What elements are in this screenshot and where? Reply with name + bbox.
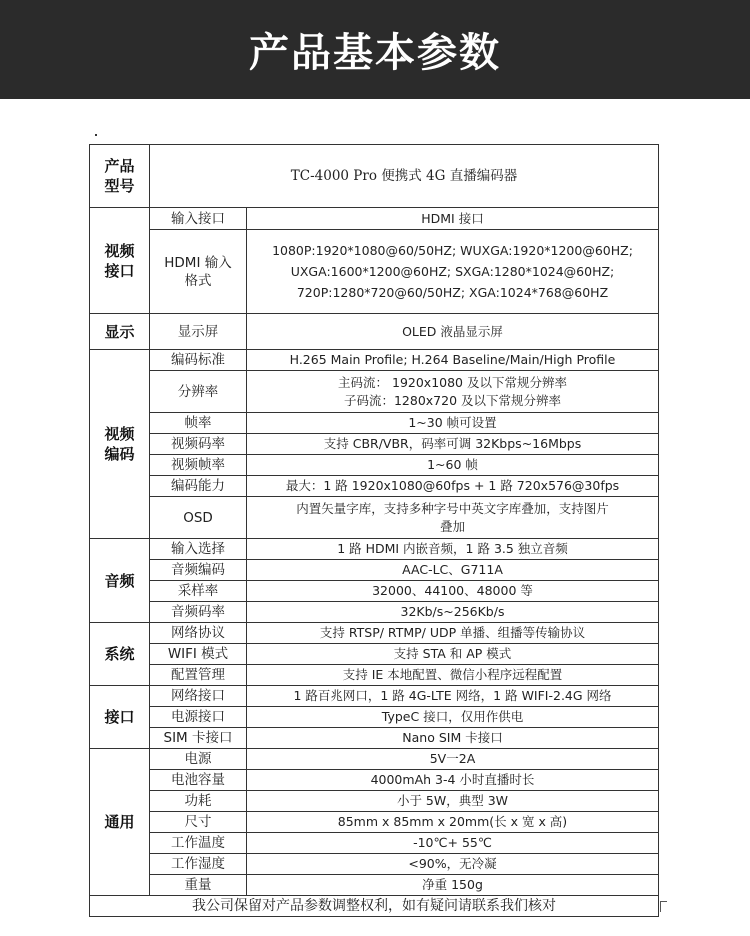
product-model-value: TC-4000 Pro 便携式 4G 直播编码器 (150, 145, 659, 208)
param-value: -10℃+ 55℃ (247, 833, 659, 854)
param-value: <90%，无冷凝 (247, 854, 659, 875)
param-name: 采样率 (150, 581, 247, 602)
table-row (90, 770, 659, 791)
param-value: 85mm x 85mm x 20mm(长 x 宽 x 高) (247, 812, 659, 833)
table-row (90, 644, 659, 665)
param-name: 工作湿度 (150, 854, 247, 875)
table-row (90, 145, 659, 208)
param-value: 支持 STA 和 AP 模式 (247, 644, 659, 665)
param-value: 4000mAh 3-4 小时直播时长 (247, 770, 659, 791)
param-value: 32000、44100、48000 等 (247, 581, 659, 602)
param-name: 网络协议 (150, 623, 247, 644)
text-line: 视频 (104, 425, 135, 443)
param-value: 5V一2A (247, 749, 659, 770)
param-value: 支持 CBR/VBR，码率可调 32Kbps~16Mbps (247, 434, 659, 455)
footer-note: 我公司保留对产品参数调整权利，如有疑问请联系我们核对 (90, 896, 659, 917)
table-row (90, 497, 659, 539)
param-name: 视频码率 (150, 434, 247, 455)
table-row (90, 686, 659, 707)
param-value: 32Kb/s~256Kb/s (247, 602, 659, 623)
category-general: 通用 (90, 749, 150, 896)
text-line: 子码流：1280x720 及以下常规分辨率 (343, 392, 562, 408)
text-line: 型号 (104, 177, 135, 195)
table-row (90, 560, 659, 581)
param-value: 支持 IE 本地配置、微信小程序远程配置 (247, 665, 659, 686)
category-display: 显示 (90, 314, 150, 350)
param-name: SIM 卡接口 (150, 728, 247, 749)
param-value: 1 路百兆网口，1 路 4G-LTE 网络，1 路 WIFI-2.4G 网络 (247, 686, 659, 707)
param-name: 尺寸 (150, 812, 247, 833)
param-value: TypeC 接口，仅用作供电 (247, 707, 659, 728)
stray-dot (95, 134, 97, 136)
category-video-encoding (90, 350, 150, 539)
table-row (90, 896, 659, 917)
param-name: 编码能力 (150, 476, 247, 497)
param-value (247, 497, 659, 539)
param-value: OLED 液晶显示屏 (247, 314, 659, 350)
category-interfaces: 接口 (90, 686, 150, 749)
param-name: 输入选择 (150, 539, 247, 560)
param-value: HDMI 接口 (247, 208, 659, 230)
param-value: 净重 150g (247, 875, 659, 896)
param-value: 支持 RTSP/ RTMP/ UDP 单播、组播等传输协议 (247, 623, 659, 644)
param-name: 输入接口 (150, 208, 247, 230)
table-row (90, 602, 659, 623)
category-product-model (90, 145, 150, 208)
table-row (90, 623, 659, 644)
table-row (90, 749, 659, 770)
text-line: 产品 (104, 157, 135, 175)
param-name: 分辨率 (150, 371, 247, 413)
param-name: 重量 (150, 875, 247, 896)
table-row (90, 707, 659, 728)
param-name: 电源 (150, 749, 247, 770)
param-value-input-formats (247, 230, 659, 314)
param-name: 帧率 (150, 413, 247, 434)
table-row (90, 455, 659, 476)
table-row (90, 371, 659, 413)
param-name: 电池容量 (150, 770, 247, 791)
table-row (90, 476, 659, 497)
table-row (90, 791, 659, 812)
text-line: 内置矢量字库，支持多种字号中英文字库叠加，支持图片 (296, 500, 609, 516)
text-line: 格式 (184, 272, 212, 289)
param-name: 功耗 (150, 791, 247, 812)
table-row (90, 230, 659, 314)
category-system: 系统 (90, 623, 150, 686)
text-line: 视频 (104, 241, 135, 260)
table-row (90, 581, 659, 602)
param-name (150, 230, 247, 314)
param-value (247, 371, 659, 413)
header-banner (0, 0, 750, 99)
param-name: 电源接口 (150, 707, 247, 728)
table-row (90, 833, 659, 854)
param-name: 显示屏 (150, 314, 247, 350)
format-line: 1080P:1920*1080@60/50HZ; WUXGA:1920*1200@60HZ; (272, 243, 633, 258)
format-line: 720P:1280*720@60/50HZ; XGA:1024*768@60HZ (296, 285, 609, 300)
param-name: 视频帧率 (150, 455, 247, 476)
param-value: Nano SIM 卡接口 (247, 728, 659, 749)
corner-mark (660, 901, 667, 912)
text-line: HDMI 输入 (164, 254, 232, 271)
param-name: 配置管理 (150, 665, 247, 686)
param-name: 音频编码 (150, 560, 247, 581)
param-name: 编码标准 (150, 350, 247, 371)
category-audio: 音频 (90, 539, 150, 623)
format-line: UXGA:1600*1200@60HZ; SXGA:1280*1024@60HZ; (290, 264, 615, 279)
table-row (90, 812, 659, 833)
param-name: 工作温度 (150, 833, 247, 854)
param-value: H.265 Main Profile; H.264 Baseline/Main/High Profile (247, 350, 659, 371)
table-row (90, 539, 659, 560)
spec-table (89, 144, 659, 917)
param-value: 1~60 帧 (247, 455, 659, 476)
param-value: 1~30 帧可设置 (247, 413, 659, 434)
param-name: WIFI 模式 (150, 644, 247, 665)
param-value: AAC-LC、G711A (247, 560, 659, 581)
param-name: 网络接口 (150, 686, 247, 707)
text-line: 编码 (104, 445, 135, 463)
table-row (90, 854, 659, 875)
table-row (90, 665, 659, 686)
param-name: 音频码率 (150, 602, 247, 623)
param-value: 最大：1 路 1920x1080@60fps + 1 路 720x576@30fps (247, 476, 659, 497)
category-video-interface (90, 208, 150, 314)
table-row (90, 208, 659, 230)
table-row (90, 350, 659, 371)
param-value: 1 路 HDMI 内嵌音频，1 路 3.5 独立音频 (247, 539, 659, 560)
table-row (90, 434, 659, 455)
table-row (90, 413, 659, 434)
table-row (90, 314, 659, 350)
param-value: 小于 5W，典型 3W (247, 791, 659, 812)
page-title: 产品基本参数 (249, 30, 501, 76)
text-line: 主码流： 1920x1080 及以下常规分辨率 (338, 374, 567, 390)
text-line: 叠加 (439, 518, 465, 534)
param-name: OSD (150, 497, 247, 539)
table-row (90, 875, 659, 896)
table-row (90, 728, 659, 749)
text-line: 接口 (104, 261, 135, 280)
